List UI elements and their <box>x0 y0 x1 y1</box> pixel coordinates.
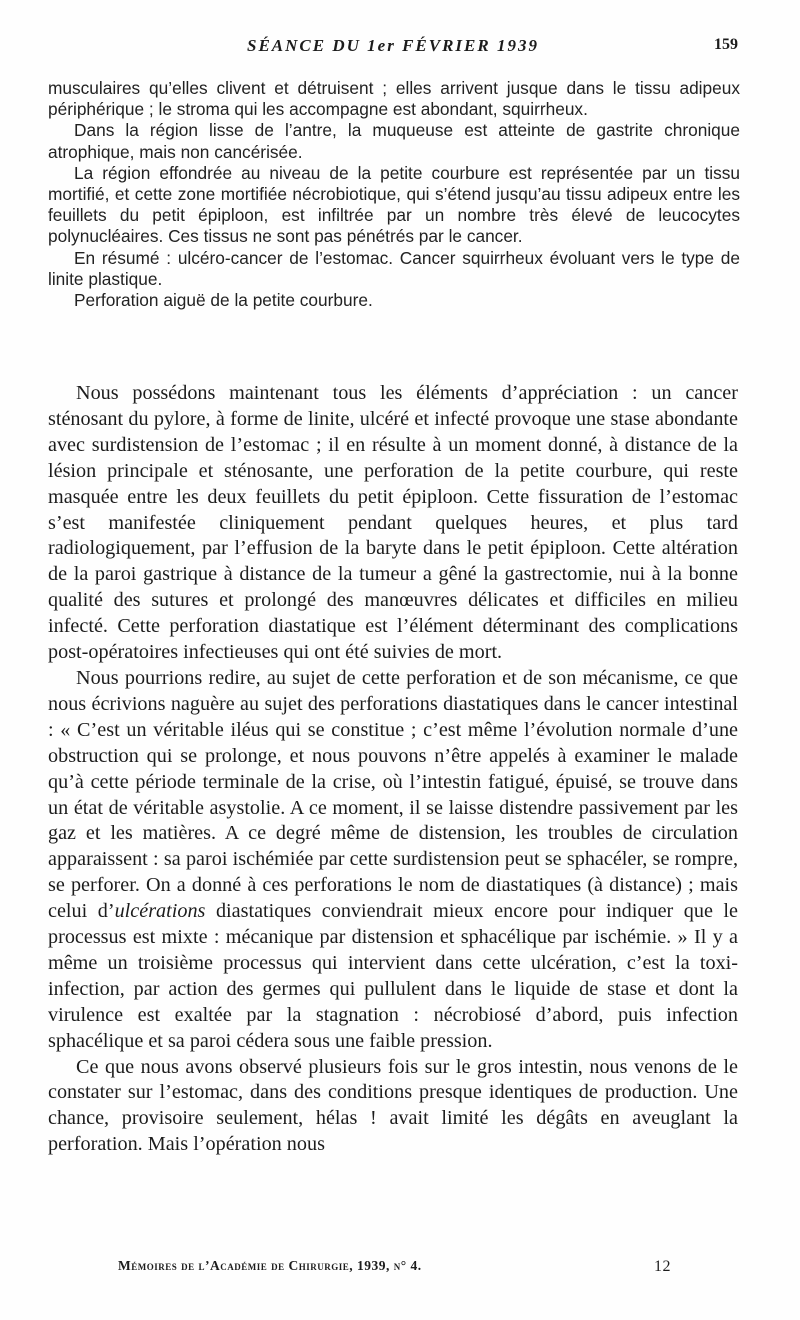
italic-term: ulcérations <box>114 900 206 923</box>
page-number: 159 <box>714 36 738 53</box>
pathology-report <box>48 78 740 311</box>
journal-citation: Mémoires de l’Académie de Chirurgie, 1939, n° 4. <box>118 1258 422 1273</box>
signature-mark: 12 <box>654 1258 671 1275</box>
page-footer <box>100 1258 700 1280</box>
running-head <box>48 36 738 58</box>
body-text-span: Nous pourrions redire, au sujet de cette perforation et de son mécanisme, ce que nous écrivions naguère au sujet des perforations diastatiques dans le cancer intestinal : « C’est un véritable iléus qui se constitue ; c’est même l’évolution normale d’une obstruction qui se prolonge, et nous pouvons n’être appelés à examiner le malade qu’à cette période terminale de la crise, où l’intestin fatigué, épuisé, se trouve dans un état de véritable asystolie. A ce moment, il se laisse distendre passivement par les gaz et les matières. A ce degré même de distension, les troubles de circulation apparaissent : sa paroi ischémiée par cette surdistension peut se sphacéler, se rompre, se perforer. On a donné à ces perforations le nom de diastatiques (à distance) ; mais celui d’ <box>48 666 738 923</box>
running-title: SÉANCE DU 1er FÉVRIER 1939 <box>247 36 539 55</box>
report-paragraph: musculaires qu’elles clivent et détruisent ; elles arrivent jusque dans le tissu adipeux périphérique ; le stroma qui les accompagne est abondant, squirrheux. <box>48 78 740 120</box>
report-paragraph: La région effondrée au niveau de la petite courbure est représentée par un tissu mortifié, et cette zone mortifiée nécrobiotique, qui s’étend jusqu’au tissu adipeux entre les feuillets du petit épiploon, est infiltrée par un nombre très élevé de leucocytes polynucléaires. Ces tissus ne sont pas pénétrés par le cancer. <box>48 162 740 247</box>
body-paragraph <box>48 666 738 1055</box>
body-paragraph: Ce que nous avons observé plusieurs fois sur le gros intestin, nous venons de le constater sur l’estomac, dans des conditions presque identiques de production. Une chance, provisoire seulement, hélas ! avait limité les dégâts en aveuglant la perforation. Mais l’opération nous <box>48 1055 738 1156</box>
main-text <box>48 381 738 1158</box>
report-paragraph: Perforation aiguë de la petite courbure. <box>74 290 373 311</box>
body-paragraph: Nous possédons maintenant tous les éléments d’appréciation : un cancer sténosant du pylore, à forme de linite, ulcéré et infecté provoque une stase abondante avec surdistension de l’estomac ; il en résulte à un moment donné, à distance de la lésion principale et sténosante, une perforation de la petite courbure, qui reste masquée entre les deux feuillets du petit épiploon. Cette fissuration de l’estomac s’est manifestée cliniquement pendant quelques heures, et plus tard radiologiquement, par l’effusion de la baryte dans le petit épiploon. Cette altération de la paroi gastrique à distance de la tumeur a gêné la gastrectomie, nui à la bonne qualité des sutures et prolongé des manœuvres délicates et difficiles en milieu infecté. Cette perforation diastatique est l’élément déterminant des complications post-opératoires infectieuses qui ont été suivies de mort. <box>48 382 738 664</box>
body-text-span: diastatiques conviendrait mieux encore pour indiquer que le processus est mixte : mécanique par distension et sphacélique par ischémie. » Il y a même un troisième processus qui intervient dans cette ulcération, c’est la toxi-infection, par action des germes qui pullulent dans le liquide de stase et dont la virulence est exaltée par la stagnation : nécrobiosé d’abord, puis infection sphacélique et sa paroi cédera sous une faible pression. <box>48 900 738 1052</box>
report-paragraph: En résumé : ulcéro-cancer de l’estomac. Cancer squirrheux évoluant vers le type de linite plastique. <box>48 247 740 289</box>
report-paragraph: Dans la région lisse de l’antre, la muqueuse est atteinte de gastrite chronique atrophique, mais non cancérisée. <box>48 120 740 162</box>
